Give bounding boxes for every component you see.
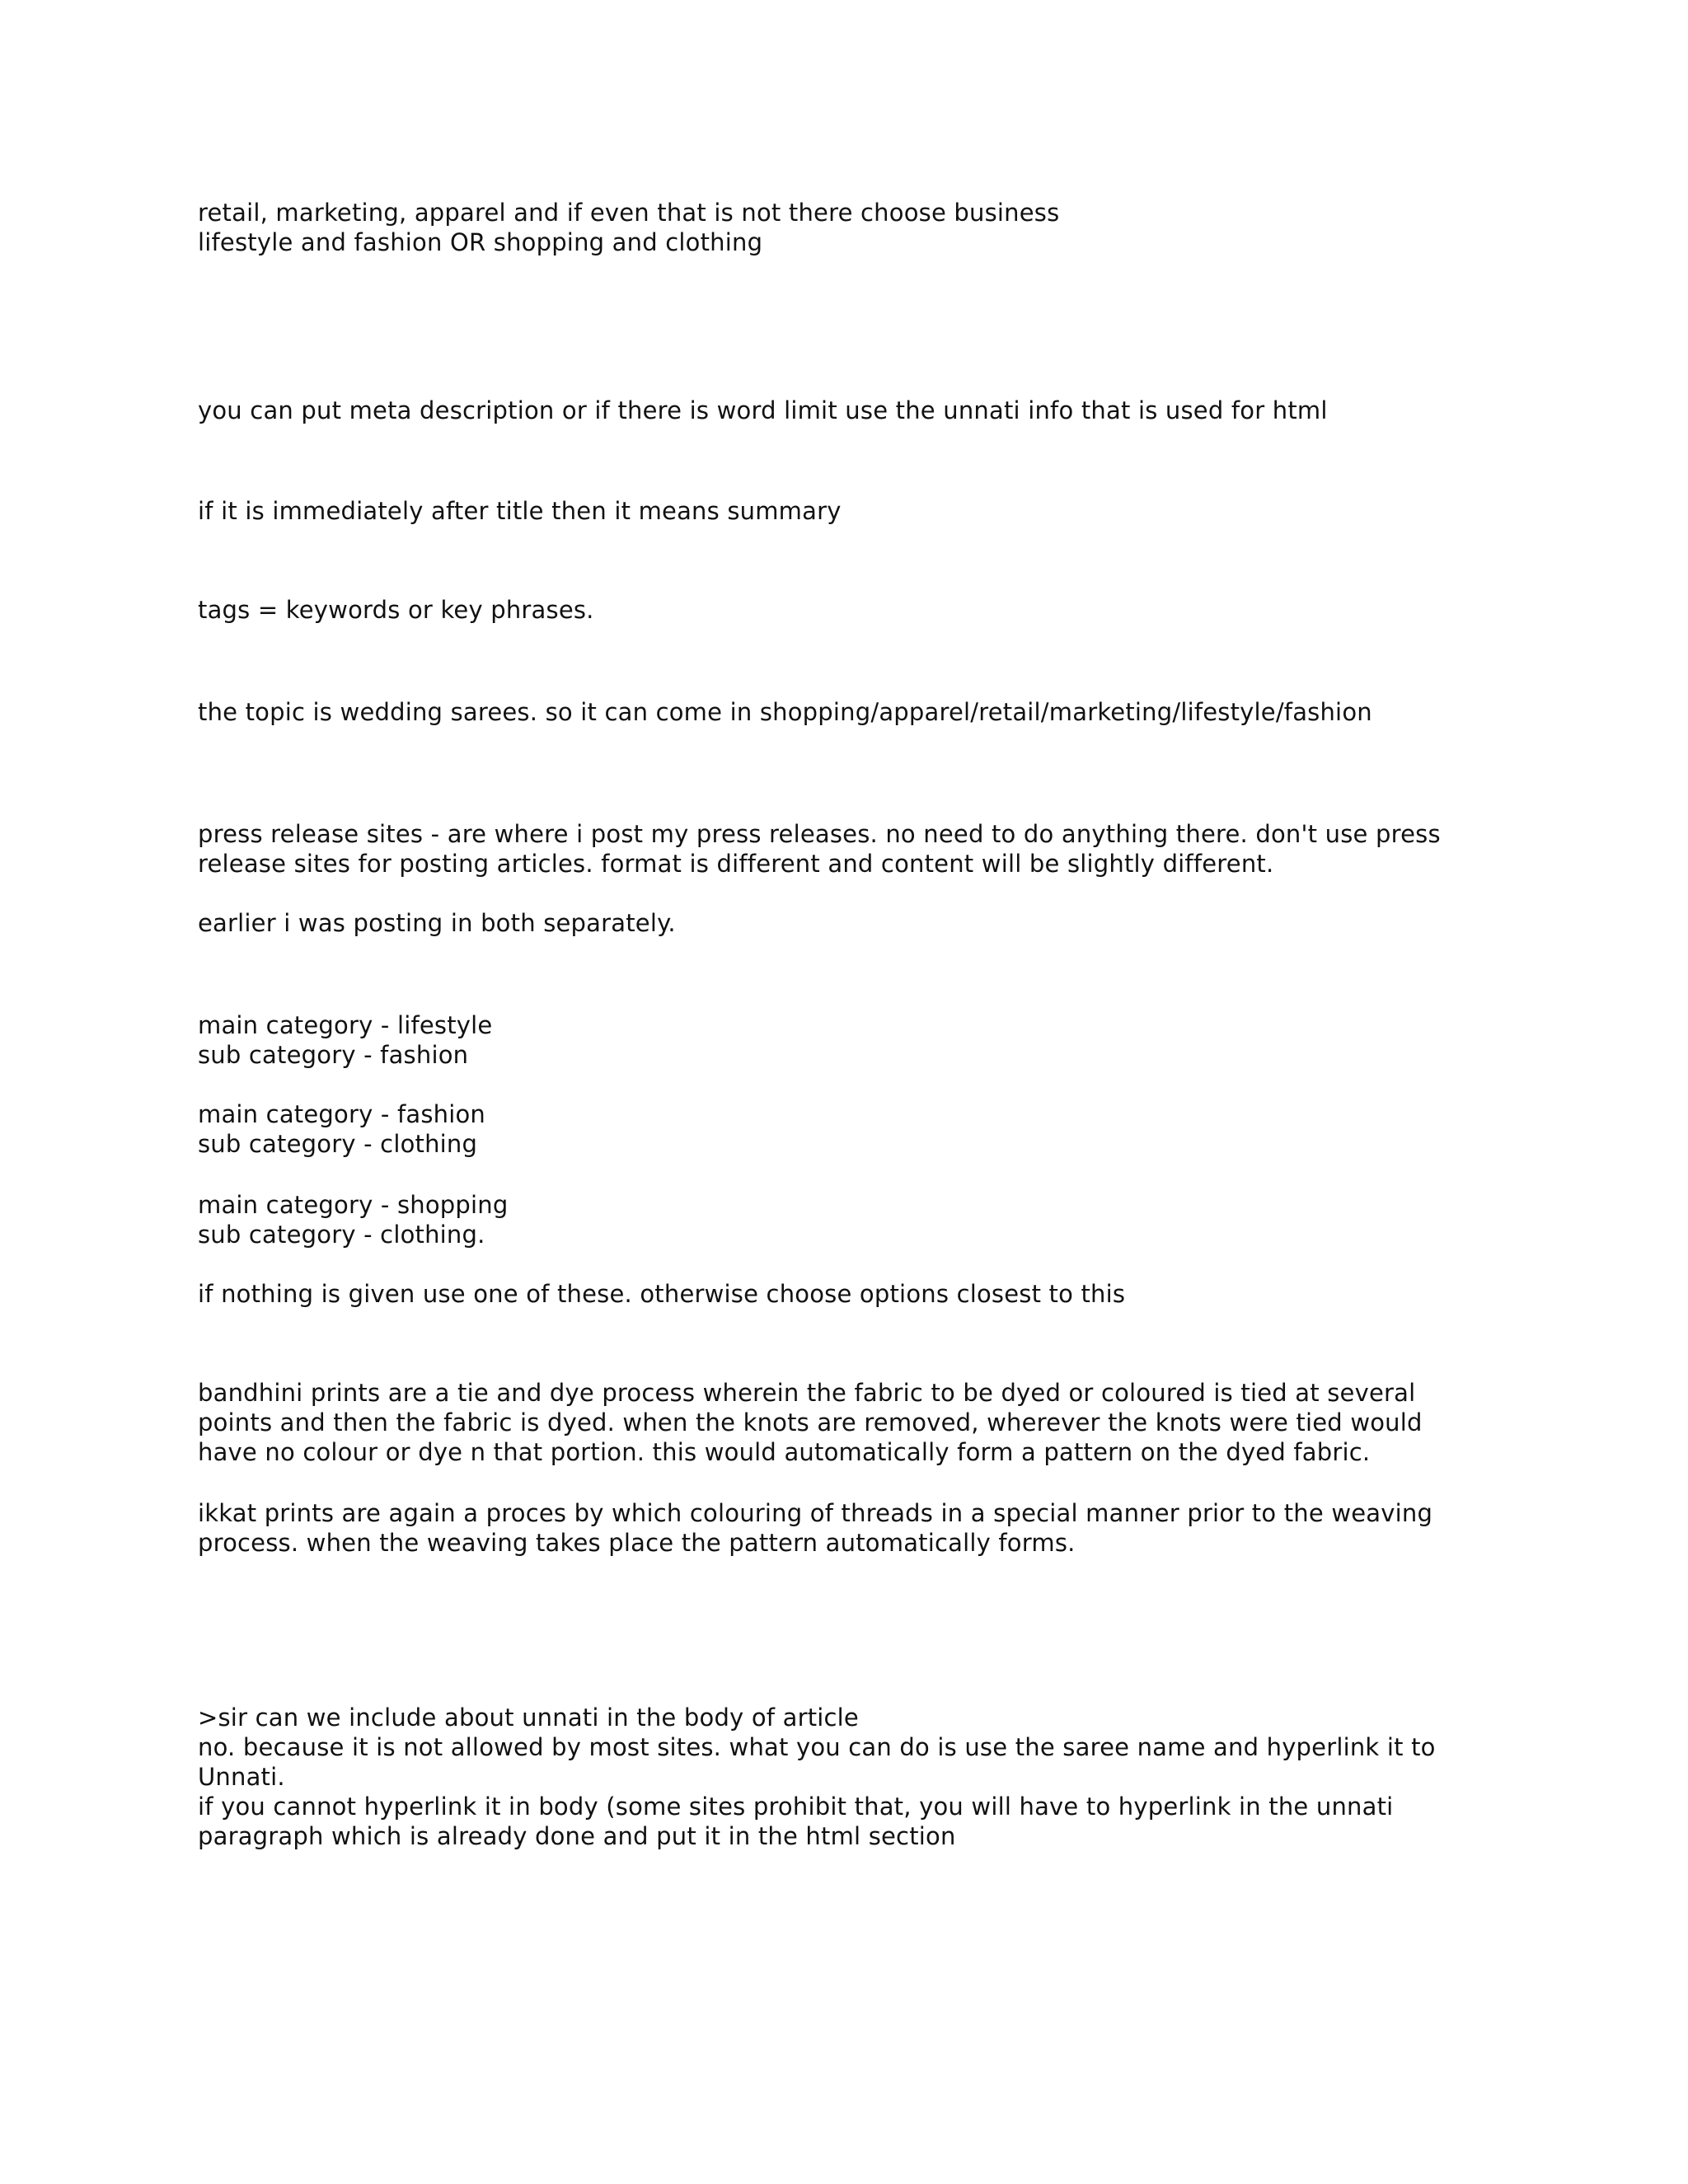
text-line: process. when the weaving takes place the pattern automatically forms. <box>198 1529 1076 1557</box>
category-pair-fashion <box>198 1099 1582 1159</box>
text-line: sub category - fashion <box>198 1041 469 1069</box>
category-advice-paragraph <box>198 198 1582 257</box>
text-line: release sites for posting articles. format is different and content will be slightly different. <box>198 850 1274 878</box>
meta-description-paragraph <box>198 396 1582 425</box>
category-pair-shopping <box>198 1190 1582 1249</box>
text-line: retail, marketing, apparel and if even that is not there choose business <box>198 199 1060 227</box>
text-line: lifestyle and fashion OR shopping and clothing <box>198 228 763 256</box>
text-line: if you cannot hyperlink it in body (some sites prohibit that, you will have to hyperlink in the unnati <box>198 1793 1394 1821</box>
text-line: press release sites - are where i post my press releases. no need to do anything there. don't use press <box>198 820 1441 848</box>
summary-paragraph <box>198 496 1582 526</box>
text-line: tags = keywords or key phrases. <box>198 596 594 624</box>
ikkat-paragraph <box>198 1498 1582 1558</box>
text-line: Unnati. <box>198 1763 285 1791</box>
press-release-paragraph <box>198 819 1582 879</box>
text-line: no. because it is not allowed by most sites. what you can do is use the saree name and hyperlink it to <box>198 1733 1436 1761</box>
text-line: earlier i was posting in both separately. <box>198 909 676 937</box>
category-pair-lifestyle <box>198 1010 1582 1070</box>
text-line: ikkat prints are again a proces by which colouring of threads in a special manner prior to the weaving <box>198 1499 1433 1527</box>
text-line: main category - fashion <box>198 1100 485 1128</box>
text-line: if it is immediately after title then it means summary <box>198 497 842 525</box>
tags-paragraph <box>198 595 1582 625</box>
text-line: the topic is wedding sarees. so it can come in shopping/apparel/retail/marketing/lifestyle/fashion <box>198 698 1372 726</box>
text-line: bandhini prints are a tie and dye process wherein the fabric to be dyed or coloured is tied at several <box>198 1379 1416 1407</box>
unnati-qa-paragraph <box>198 1703 1582 1851</box>
text-line: if nothing is given use one of these. otherwise choose options closest to this <box>198 1280 1126 1308</box>
earlier-posting-paragraph <box>198 908 1582 938</box>
text-line: main category - shopping <box>198 1191 509 1219</box>
topic-paragraph <box>198 697 1582 727</box>
text-line: sub category - clothing <box>198 1130 478 1158</box>
bandhini-paragraph <box>198 1378 1582 1467</box>
text-line: you can put meta description or if there is word limit use the unnati info that is used for html <box>198 396 1328 424</box>
text-line: >sir can we include about unnati in the body of article <box>198 1704 859 1732</box>
text-line: main category - lifestyle <box>198 1011 493 1039</box>
default-choice-paragraph <box>198 1279 1582 1309</box>
text-line: points and then the fabric is dyed. when the knots are removed, wherever the knots were tied would <box>198 1408 1423 1436</box>
text-line: sub category - clothing. <box>198 1221 485 1249</box>
text-line: have no colour or dye n that portion. this would automatically form a pattern on the dyed fabric. <box>198 1438 1371 1466</box>
text-line: paragraph which is already done and put it in the html section <box>198 1822 956 1850</box>
